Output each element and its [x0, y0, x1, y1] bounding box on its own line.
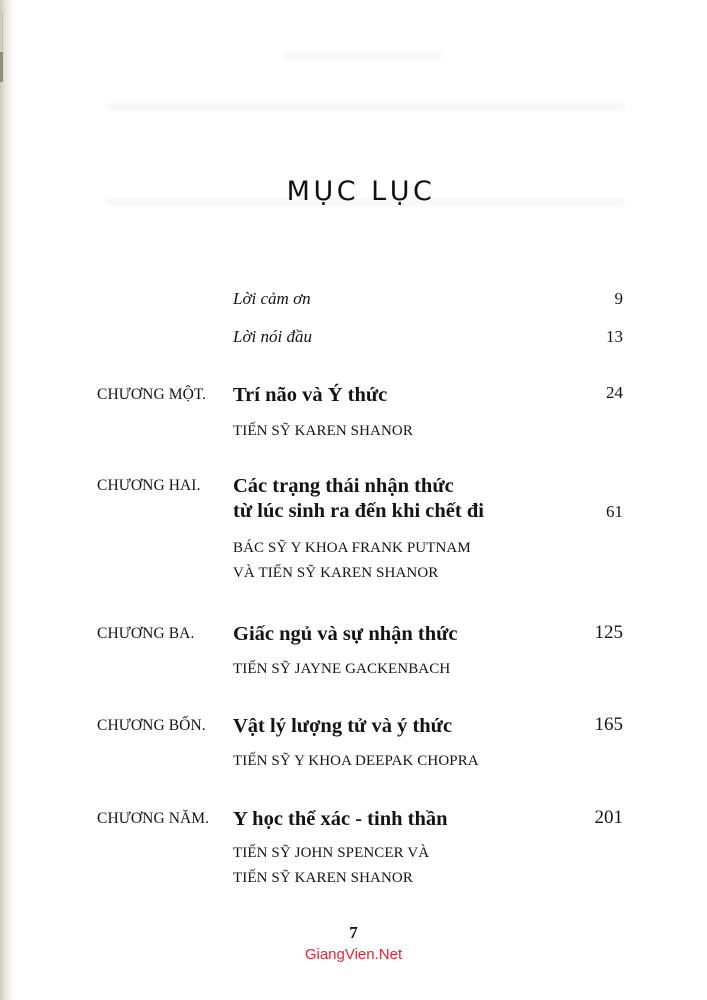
chapter-title-line: Các trạng thái nhận thức — [233, 475, 454, 497]
toc-chapter-2[interactable] — [97, 474, 623, 589]
toc-entry-preface[interactable] — [233, 327, 623, 351]
chapter-title — [233, 714, 452, 739]
chapter-authors — [233, 536, 471, 586]
toc-entry-label: Lời nói đầu — [233, 327, 312, 346]
toc-page-number: 125 — [594, 622, 623, 643]
page-number-footer: 7 — [349, 923, 358, 942]
author-line: TIẾN SỸ Y KHOA DEEPAK CHOPRA — [233, 753, 479, 769]
author-line: TIẾN SỸ JOHN SPENCER VÀ — [233, 845, 430, 861]
chapter-authors — [233, 749, 479, 774]
toc-chapter-3[interactable] — [97, 622, 623, 682]
chapter-title — [233, 807, 448, 832]
chapter-authors — [233, 841, 429, 891]
toc-page-number: 24 — [606, 383, 623, 402]
author-line: BÁC SỸ Y KHOA FRANK PUTNAM — [233, 540, 471, 556]
chapter-title-line: Vật lý lượng tử và ý thức — [233, 715, 453, 737]
chapter-label: CHƯƠNG BA. — [97, 625, 195, 642]
chapter-title-line: Giấc ngủ và sự nhận thức — [233, 623, 458, 645]
chapter-title — [233, 622, 458, 647]
toc-page-number: 9 — [614, 289, 623, 308]
toc-page-number: 13 — [606, 327, 623, 346]
author-line: TIẾN SỸ KAREN SHANOR — [233, 870, 413, 886]
author-line: TIẾN SỸ JAYNE GACKENBACH — [233, 661, 451, 677]
site-watermark: GiangVien.Net — [304, 946, 403, 963]
chapter-title-line: Trí não và Ý thức — [233, 384, 388, 406]
toc-page-number: 165 — [594, 714, 623, 735]
binding-shadow — [0, 52, 3, 82]
bleed-through-ghost — [105, 103, 625, 110]
bleed-through-ghost — [283, 52, 443, 59]
chapter-title — [233, 383, 387, 408]
page-title: MỤC LỤC — [286, 176, 436, 207]
toc-entry-acknowledgements[interactable] — [233, 289, 623, 313]
chapter-title-line: Y học thể xác - tinh thần — [233, 808, 448, 830]
author-line: TIẾN SỸ KAREN SHANOR — [233, 423, 413, 439]
chapter-title — [233, 474, 484, 524]
toc-chapter-5[interactable] — [97, 807, 623, 892]
toc-page-number: 201 — [594, 807, 623, 828]
chapter-label: CHƯƠNG BỐN. — [97, 717, 206, 734]
book-binding-edge — [0, 0, 14, 1000]
toc-chapter-4[interactable] — [97, 714, 623, 774]
chapter-label: CHƯƠNG NĂM. — [97, 810, 210, 827]
chapter-authors — [233, 657, 450, 682]
author-line: VÀ TIẾN SỸ KAREN SHANOR — [233, 565, 439, 581]
chapter-title-line: từ lúc sinh ra đến khi chết đi — [233, 500, 484, 522]
chapter-label: CHƯƠNG MỘT. — [97, 386, 207, 403]
toc-entry-label: Lời cảm ơn — [233, 289, 311, 308]
toc-page-number: 61 — [606, 502, 623, 521]
binding-line — [2, 12, 3, 50]
chapter-label: CHƯƠNG HAI. — [97, 477, 201, 494]
chapter-authors — [233, 419, 413, 444]
toc-chapter-1[interactable] — [97, 383, 623, 443]
